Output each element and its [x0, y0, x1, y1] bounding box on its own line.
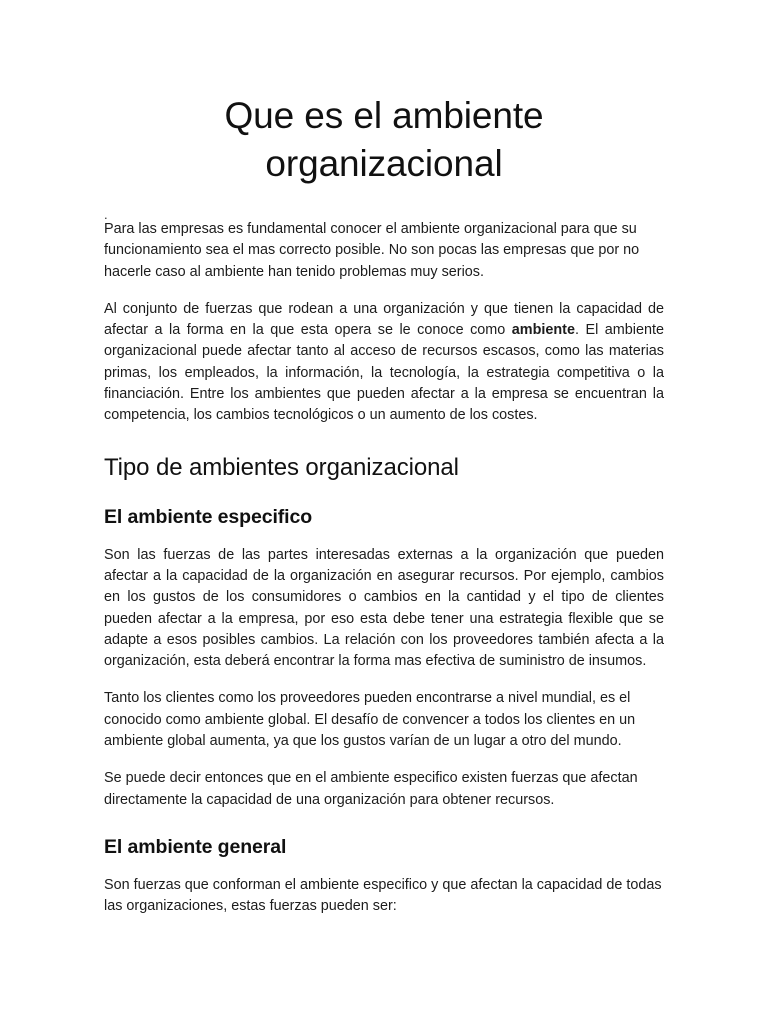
tipo-de-ambientes-heading: Tipo de ambientes organizacional — [104, 453, 459, 481]
bold-term-ambiente: ambiente — [511, 322, 575, 339]
intro-paragraph: Para las empresas es fundamental conocer el ambiente organizacional para que su funcionamiento sea el mas correcto posible. No son pocas las empresas que por no hacerle caso al ambiente han tenido problemas muy serios. — [104, 221, 640, 280]
ambiente-definition-paragraph — [104, 299, 664, 427]
ambiente-global-paragraph: Tanto los clientes como los proveedores pueden encontrarse a nivel mundial, es el conocido como ambiente global. El desafío de convencer a todos los clientes en un ambiente global aumenta, ya que los gustos varían de un lugar a otro del mundo. — [104, 690, 636, 750]
stray-period-mark: . — [104, 207, 108, 222]
ambiente-general-paragraph: Son fuerzas que conforman el ambiente especifico y que afectan la capacidad de todas las organizaciones, estas fuerzas pueden ser: — [104, 876, 662, 915]
document-content-column — [104, 0, 664, 918]
ambiente-especifico-heading: El ambiente especifico — [104, 505, 313, 528]
page-title: Que es el ambiente organizacional — [224, 95, 544, 184]
definition-text-before: Al conjunto de fuerzas que rodean a una organización y que tienen la capacidad de afectar a la forma en la que esta opera se le conoce como — [104, 300, 664, 339]
definition-text-after: . El ambiente organizacional puede afectar tanto al acceso de recursos escasos, como las materias primas, los empleados, la información, la tecnología, la estrategia competitiva o la financiación. Entre los ambientes que pueden afectar a la empresa se encuentran la competencia, los cambios tecnológicos o un aumento de los costes. — [104, 322, 664, 424]
ambiente-general-heading: El ambiente general — [104, 835, 287, 858]
ambiente-especifico-conclusion-paragraph: Se puede decir entonces que en el ambiente especifico existen fuerzas que afectan directamente la capacidad de una organización para obtener recursos. — [104, 770, 638, 808]
ambiente-especifico-paragraph-1: Son las fuerzas de las partes interesadas externas a la organización que pueden afectar a la capacidad de la organización en asegurar recursos. Por ejemplo, cambios en los gustos de los consumidores o cambios en la cantidad y el tipo de clientes pueden afectar a la empresa, por eso esta debe tener una estrategia flexible que se adapte a esos posibles cambios. La relación con los proveedores también afecta a la organización, esta deberá encontrar la forma mas efectiva de suministro de insumos. — [104, 546, 664, 670]
